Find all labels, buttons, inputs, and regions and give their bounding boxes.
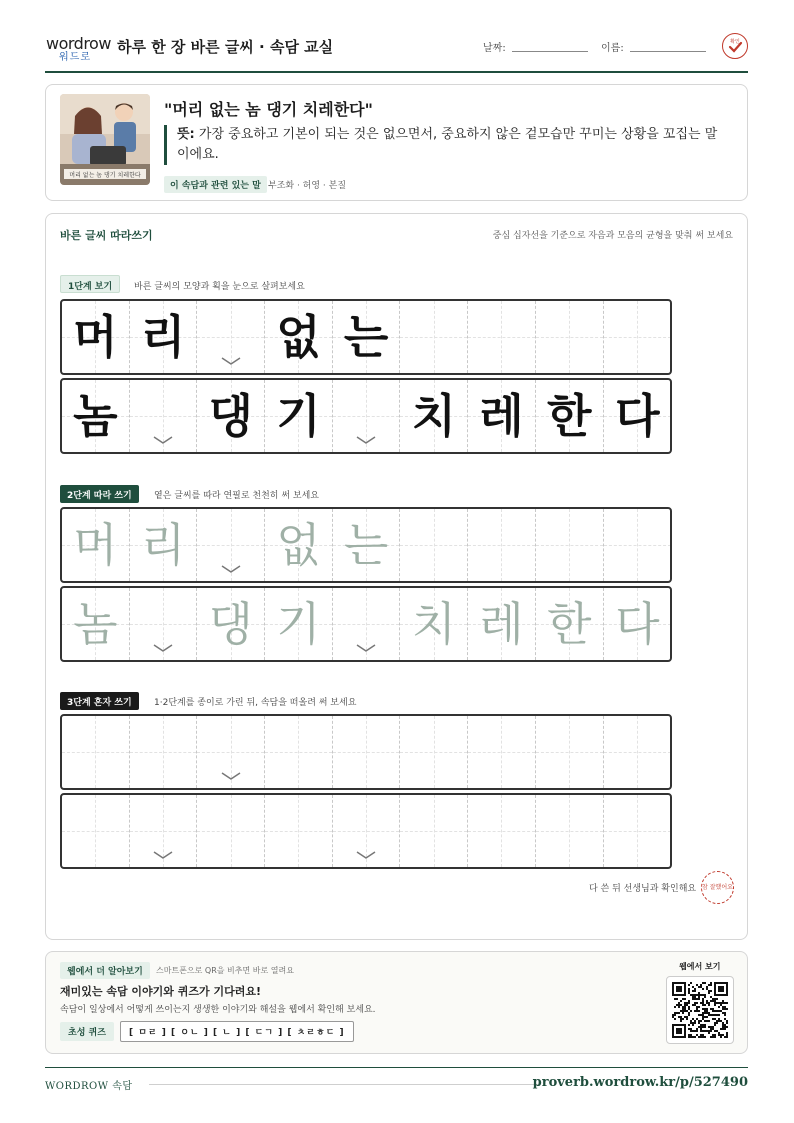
space-mark-icon (220, 564, 242, 574)
grid-cell[interactable] (130, 716, 198, 788)
footer-brand: WORDROW 속담 (45, 1081, 133, 1092)
step1-label: 1단계 보기 (60, 275, 120, 293)
grid-cell (62, 380, 130, 452)
date-field[interactable] (512, 51, 588, 52)
web-heading: 재미있는 속담 이야기와 퀴즈가 기다려요! (60, 985, 261, 998)
grid-cell[interactable] (536, 795, 604, 867)
step3-row1[interactable] (60, 714, 672, 790)
grid-cell[interactable] (62, 509, 130, 581)
grid-cell[interactable] (197, 716, 265, 788)
practice-hint: 중심 십자선을 기준으로 자음과 모음의 균형을 맞춰 써 보세요 (492, 231, 733, 241)
grid-cell (536, 301, 604, 373)
grid-cell[interactable] (468, 588, 536, 660)
grid-cell[interactable] (604, 795, 672, 867)
qr-label: 웹에서 보기 (679, 962, 721, 971)
quiz-box: [ ㅁㄹ ] [ ㅇㄴ ] [ ㄴ ] [ ㄷㄱ ] [ ㅊㄹㅎㄷ ] (120, 1021, 354, 1042)
grid-cell (197, 380, 265, 452)
grid-cell (468, 301, 536, 373)
step3-row2[interactable] (60, 793, 672, 869)
web-tag-desc: 스마트폰으로 QR을 비추면 바로 열려요 (156, 966, 294, 975)
grid-cell (62, 301, 130, 373)
step1-row1 (60, 299, 672, 375)
step3-label: 3단계 혼자 쓰기 (60, 692, 139, 710)
teacher-note: 다 쓴 뒤 선생님과 확인해요 (589, 884, 697, 894)
grid-cell[interactable] (333, 588, 401, 660)
page-header (45, 30, 748, 73)
grid-cell[interactable] (197, 588, 265, 660)
grid-cell[interactable] (130, 588, 198, 660)
meaning-label: 뜻: (177, 127, 195, 142)
grid-cell[interactable] (265, 795, 333, 867)
grid-cell[interactable] (130, 509, 198, 581)
grid-cell[interactable] (62, 716, 130, 788)
grid-char: 는 (343, 310, 389, 364)
grid-char: 한 (546, 597, 592, 651)
grid-cell (536, 380, 604, 452)
space-mark-icon (152, 643, 174, 653)
page-title: 하루 한 장 바른 글씨 · 속담 교실 (117, 38, 334, 56)
grid-cell (265, 380, 333, 452)
grid-char: 다 (615, 389, 660, 443)
footer-divider (149, 1084, 539, 1085)
date-label: 날짜: (483, 43, 506, 54)
grid-char: 놈 (73, 389, 118, 443)
grid-char: 리 (140, 518, 186, 572)
practice-title: 바른 글씨 따라쓰기 (60, 229, 153, 242)
grid-cell[interactable] (400, 795, 468, 867)
name-label: 이름: (601, 43, 624, 54)
grid-cell[interactable] (400, 588, 468, 660)
proverb-title: "머리 없는 놈 댕기 치레한다" (164, 100, 373, 119)
step2-desc: 옅은 글씨를 따라 연필로 천천히 써 보세요 (154, 491, 319, 501)
grid-cell[interactable] (536, 588, 604, 660)
grid-cell[interactable] (197, 795, 265, 867)
grid-char: 기 (276, 389, 321, 443)
grid-cell[interactable] (333, 509, 401, 581)
step3-desc: 1·2단계를 종이로 가린 뒤, 속담을 떠올려 써 보세요 (154, 698, 357, 708)
space-mark-icon (152, 850, 174, 860)
grid-cell[interactable] (265, 716, 333, 788)
grid-cell[interactable] (62, 588, 130, 660)
stamp-text: 참 잘했어요 (702, 884, 733, 891)
grid-cell[interactable] (333, 795, 401, 867)
grid-cell[interactable] (604, 588, 672, 660)
meaning-text: 가장 중요하고 기본이 되는 것은 없으면서, 중요하지 않은 겉모습만 꾸미는 상황을 꼬집는 말이에요. (177, 127, 718, 162)
grid-cell[interactable] (265, 588, 333, 660)
check-stamp-icon (722, 33, 748, 59)
proverb-card (45, 84, 748, 201)
step2-row1[interactable] (60, 507, 672, 583)
grid-cell (468, 380, 536, 452)
step2-row2[interactable] (60, 586, 672, 662)
related-words: 부조화 · 허영 · 본질 (268, 181, 347, 191)
grid-cell (400, 301, 468, 373)
grid-char: 기 (276, 597, 321, 651)
grid-cell (130, 301, 198, 373)
grid-cell (400, 380, 468, 452)
grid-char: 댕 (208, 597, 253, 651)
step1-row2 (60, 378, 672, 454)
grid-cell[interactable] (333, 716, 401, 788)
logo-sub: 워드로 (59, 52, 91, 63)
space-mark-icon (355, 435, 377, 445)
teacher-stamp-icon (701, 871, 734, 904)
step1-desc: 바른 글씨의 모양과 획을 눈으로 살펴보세요 (134, 282, 305, 292)
grid-cell (265, 301, 333, 373)
grid-cell[interactable] (468, 509, 536, 581)
grid-cell[interactable] (604, 509, 672, 581)
qr-code[interactable] (666, 976, 734, 1044)
grid-cell[interactable] (536, 716, 604, 788)
grid-cell (333, 301, 401, 373)
grid-char: 는 (343, 518, 389, 572)
related-tag: 이 속담과 관련 있는 말 (164, 176, 267, 193)
space-mark-icon (355, 643, 377, 653)
grid-char: 치 (411, 597, 456, 651)
grid-char: 한 (546, 389, 592, 443)
grid-cell[interactable] (604, 716, 672, 788)
grid-char: 놈 (73, 597, 118, 651)
grid-cell[interactable] (62, 795, 130, 867)
qr-code-icon (672, 982, 728, 1038)
space-mark-icon (355, 850, 377, 860)
grid-cell[interactable] (536, 509, 604, 581)
space-mark-icon (220, 771, 242, 781)
grid-cell[interactable] (197, 509, 265, 581)
grid-cell[interactable] (400, 716, 468, 788)
grid-char: 없 (276, 310, 321, 364)
grid-char: 다 (615, 597, 660, 651)
grid-cell (604, 380, 672, 452)
grid-char: 없 (276, 518, 321, 572)
grid-cell (604, 301, 672, 373)
proverb-meaning (164, 125, 724, 165)
check-label: 확인 (730, 39, 740, 45)
grid-cell (333, 380, 401, 452)
thumb-caption: 머리 없는 놈 댕기 치레한다 (69, 172, 141, 179)
space-mark-icon (152, 435, 174, 445)
grid-char: 댕 (208, 389, 253, 443)
grid-char: 치 (411, 389, 456, 443)
name-field[interactable] (630, 51, 706, 52)
page-footer (45, 1067, 748, 1097)
grid-cell[interactable] (400, 509, 468, 581)
grid-char: 리 (140, 310, 186, 364)
grid-cell[interactable] (130, 795, 198, 867)
grid-char: 레 (479, 597, 524, 651)
step2-label: 2단계 따라 쓰기 (60, 485, 139, 503)
grid-cell (130, 380, 198, 452)
grid-cell (197, 301, 265, 373)
grid-char: 머 (73, 310, 118, 364)
grid-cell[interactable] (265, 509, 333, 581)
proverb-illustration (60, 94, 150, 185)
grid-cell[interactable] (468, 795, 536, 867)
logo-text: wordrow (46, 34, 111, 53)
grid-cell[interactable] (468, 716, 536, 788)
web-desc: 속담이 일상에서 어떻게 쓰이는지 생생한 이야기와 해설을 웹에서 확인해 보세요. (60, 1005, 376, 1015)
web-promo-box (45, 951, 748, 1054)
footer-url[interactable]: proverb.wordrow.kr/p/527490 (532, 1075, 748, 1090)
web-tag: 웹에서 더 알아보기 (60, 962, 150, 979)
quiz-label: 초성 퀴즈 (60, 1022, 114, 1041)
grid-char: 머 (73, 518, 118, 572)
grid-char: 레 (479, 389, 524, 443)
space-mark-icon (220, 356, 242, 366)
